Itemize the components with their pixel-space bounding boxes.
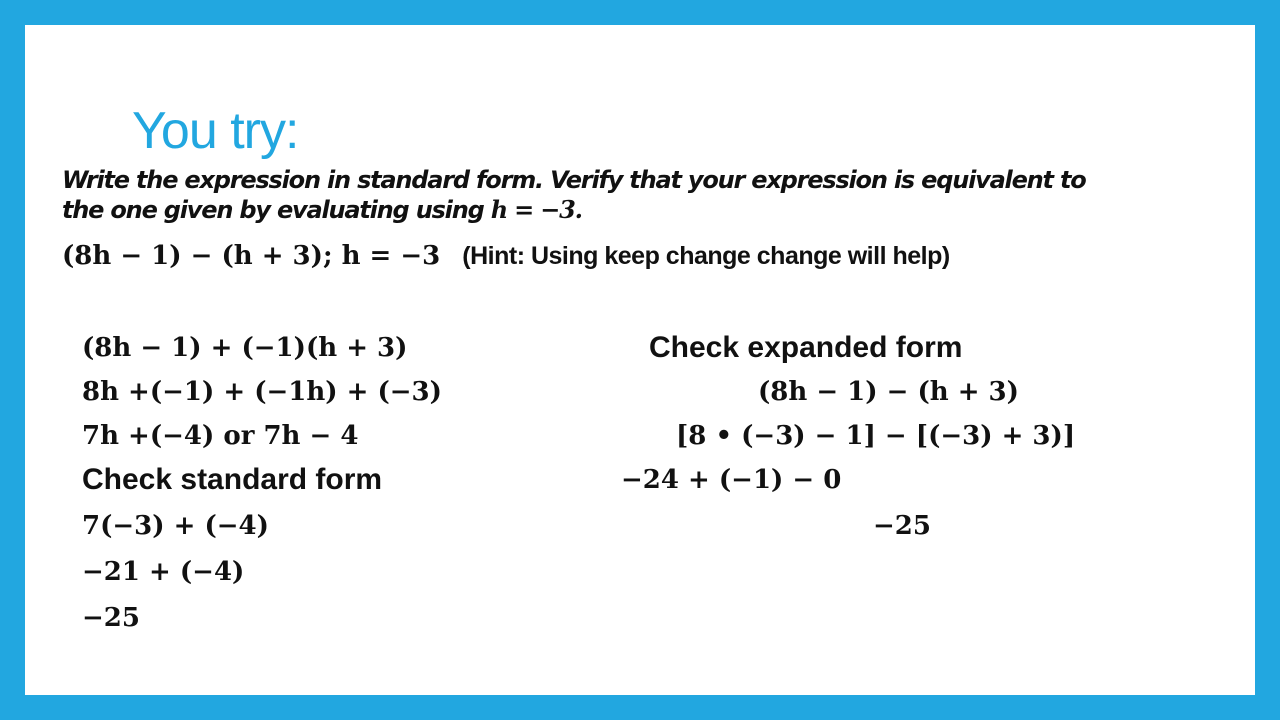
right-work-step-3: [8 • (−3) − 1] − [(−3) + 3)]: [676, 421, 1076, 451]
left-work-step-6: −21 + (−4): [82, 557, 245, 587]
left-work-step-3: 7h +(−4) or 7h − 4: [82, 421, 359, 451]
instruction-line-2-text: the one given by evaluating using: [62, 196, 491, 224]
left-work-step-5: 7(−3) + (−4): [82, 511, 269, 541]
left-work-result: −25: [82, 603, 140, 633]
slide-title: You try:: [132, 102, 299, 160]
right-work-heading-check-expanded: Check expanded form: [649, 331, 963, 364]
problem-statement: [62, 240, 950, 271]
instruction-line-2-math: h = −3.: [490, 195, 582, 224]
instruction-text: [62, 165, 1257, 225]
right-work-step-2: (8h − 1) − (h + 3): [758, 377, 1019, 407]
right-work-result: −25: [873, 511, 931, 541]
left-work-heading-check-standard: Check standard form: [82, 463, 383, 496]
instruction-line-2: [62, 195, 1257, 225]
instruction-line-1: Write the expression in standard form. Verify that your expression is equivalent to: [62, 166, 1086, 194]
problem-hint: (Hint: Using keep change change will help): [462, 242, 950, 270]
left-work-step-2: 8h +(−1) + (−1h) + (−3): [82, 377, 442, 407]
left-work-step-1: (8h − 1) + (−1)(h + 3): [82, 333, 408, 363]
right-work-step-4: −24 + (−1) − 0: [621, 465, 842, 495]
right-work-column: [25, 328, 1255, 588]
slide: [25, 25, 1255, 695]
problem-expression: (8h − 1) − (h + 3); h = −3: [62, 241, 441, 271]
